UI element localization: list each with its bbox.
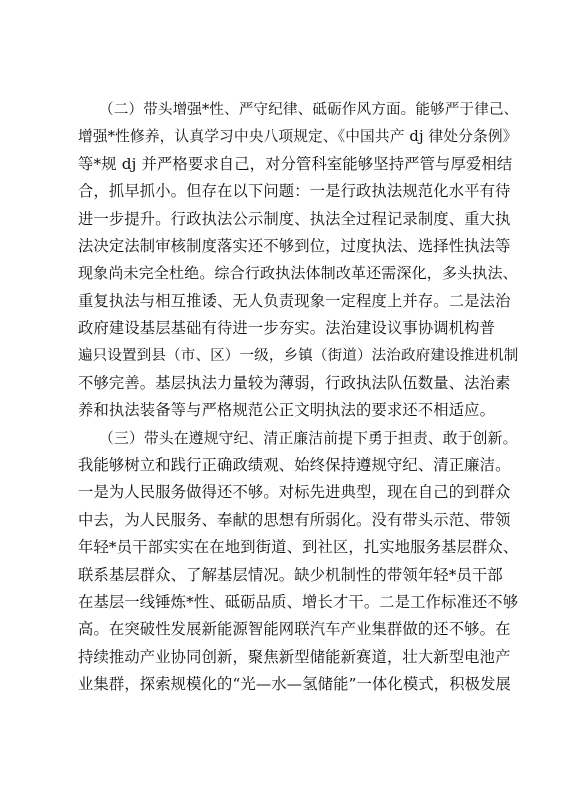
text-line: 在基层一线锤炼*性、砥砺品质、增长才干。二是工作标准还不够 <box>78 593 519 612</box>
paragraph-section-two <box>78 96 518 425</box>
text-line: （三）带头在遵规守纪、清正廉洁前提下勇于担责、敢于创新。 <box>99 429 518 447</box>
text-line: 中去，为人民服务、奉献的思想有所弱化。没有带头示范、带领 <box>78 510 511 529</box>
text-line: 养和执法装备等与严格规范公正文明执法的要求还不相适应。 <box>78 401 496 420</box>
text-line: 现象尚未完全杜绝。综合行政执法体制改革还需深化，多头执法、 <box>78 264 518 283</box>
text-line: 不够完善。基层执法力量较为薄弱，行政执法队伍数量、法治素 <box>78 373 511 392</box>
text-line: 业集群，探索规模化的“光—水—氢储能”一体化模式，积极发展 <box>78 675 512 694</box>
text-line: （二）带头增强*性、严守纪律、砥砺作风方面。能够严于律己、 <box>99 101 519 118</box>
paragraph-section-three <box>78 425 518 699</box>
text-line: 持续推动产业协同创新，聚焦新型储能新赛道，壮大新型电池产 <box>78 647 511 666</box>
text-line: 合，抓早抓小。但存在以下问题：一是行政执法规范化水平有待 <box>78 182 511 201</box>
text-line: 我能够树立和践行正确政绩观、始终保持遵规守纪、清正廉洁。 <box>78 456 511 475</box>
text-line: 法决定法制审核制度落实还不够到位，过度执法、选择性执法等 <box>78 236 511 255</box>
text-line: 高。在突破性发展新能源智能网联汽车产业集群做的还不够。在 <box>78 620 511 639</box>
text-line: 重复执法与相互推诿、无人负责现象一定程度上并存。二是法治 <box>78 291 511 310</box>
text-line: 进一步提升。行政执法公示制度、执法全过程记录制度、重大执 <box>78 209 511 228</box>
text-line: 一是为人民服务做得还不够。对标先进典型，现在自己的到群众 <box>78 483 511 502</box>
text-line: 增强*性修养，认真学习中央八项规定、《中国共产 dj 律处分条例》 <box>78 128 518 146</box>
text-line: 遍只设置到县（市、区）一级，乡镇（街道）法治政府建设推进机制 <box>78 347 519 364</box>
text-line: 政府建设基层基础有待进一步夯实。法治建设议事协调机构普 <box>78 319 496 338</box>
text-line: 等*规 dj 并严格要求自己，对分管科室能够坚持严管与厚爱相结 <box>78 154 513 173</box>
document-body <box>78 96 518 699</box>
text-line: 联系基层群众、了解基层情况。缺少机制性的带领年轻*员干部 <box>78 565 503 584</box>
text-line: 年轻*员干部实实在在地到街道、到社区，扎实地服务基层群众、 <box>78 538 519 557</box>
